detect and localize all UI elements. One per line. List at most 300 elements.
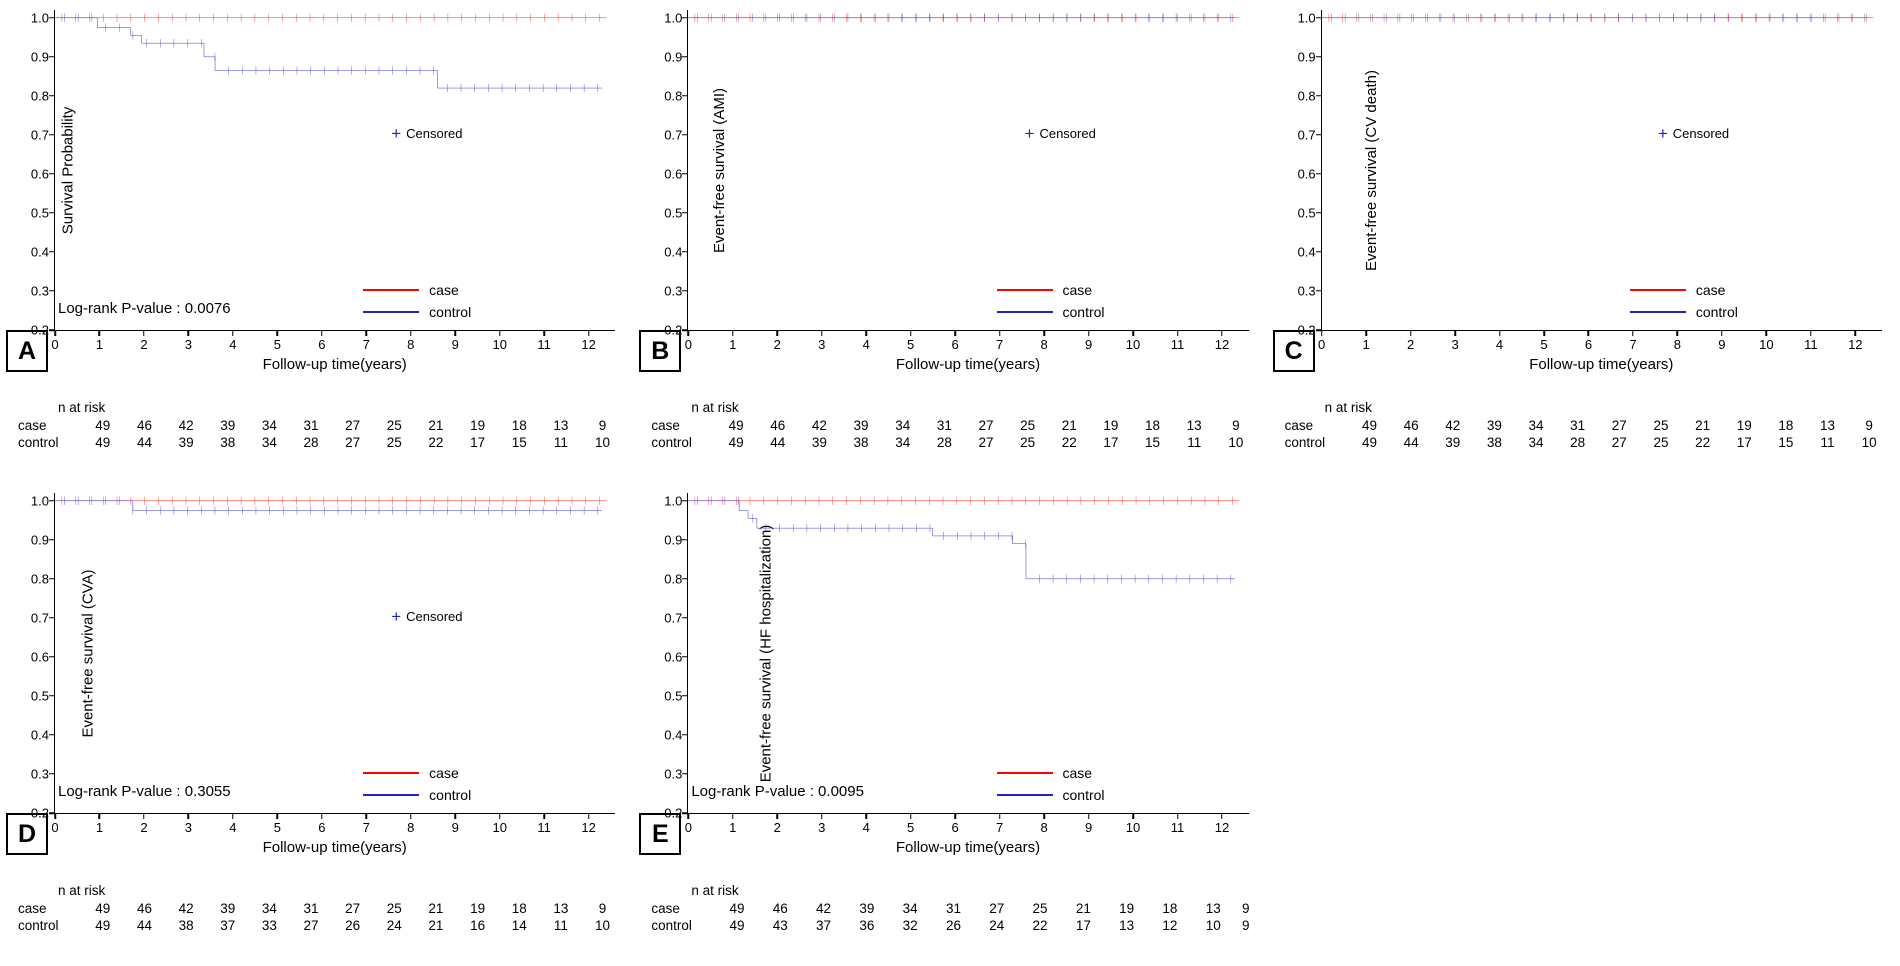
risk-cell: 31 xyxy=(936,418,952,433)
x-tick-mark xyxy=(454,813,456,819)
x-tick-label: 4 xyxy=(1495,337,1504,352)
risk-cell: 10 xyxy=(594,435,611,450)
x-tick-mark xyxy=(1721,330,1723,336)
x-tick-mark xyxy=(143,330,145,336)
y-tick-label: 0.5 xyxy=(30,688,49,704)
legend-item-control: control xyxy=(997,304,1105,320)
x-tick-mark xyxy=(277,813,279,819)
x-tick-mark xyxy=(588,330,590,336)
x-tick-mark xyxy=(1177,330,1179,336)
risk-table-e xyxy=(651,883,1256,934)
y-tick-label: 0.6 xyxy=(30,166,49,182)
y-tick-label: 1.0 xyxy=(1297,10,1316,26)
y-axis-label-e: Event-free survival (HF hospitalization) xyxy=(757,524,775,782)
risk-cell: 9 xyxy=(1242,918,1250,933)
x-tick-mark xyxy=(321,330,323,336)
panel-letter-a: A xyxy=(6,330,48,372)
x-tick-label: 6 xyxy=(951,820,959,835)
x-tick-mark xyxy=(99,330,101,336)
legend-swatch-control xyxy=(363,794,419,797)
x-tick-mark xyxy=(454,330,456,336)
risk-cell: 13 xyxy=(1186,418,1202,433)
y-tick-label: 1.0 xyxy=(30,493,49,509)
risk-cell: 28 xyxy=(936,435,952,450)
x-tick-label: 4 xyxy=(862,337,870,352)
risk-row-case xyxy=(651,900,1256,917)
x-tick-mark xyxy=(1221,813,1223,819)
x-tick-label: 7 xyxy=(362,337,370,352)
y-tick-label: 0.4 xyxy=(30,727,49,743)
y-tick-mark xyxy=(682,173,688,175)
risk-row-label: control xyxy=(651,918,692,933)
risk-cell: 22 xyxy=(1032,918,1048,933)
risk-cell: 18 xyxy=(1778,418,1794,433)
panel-c xyxy=(1267,0,1900,483)
x-tick-mark xyxy=(865,813,867,819)
risk-row-label: control xyxy=(651,435,692,450)
y-tick-mark xyxy=(1316,173,1322,175)
censored-marker-icon: + xyxy=(1657,124,1668,144)
x-tick-label: 5 xyxy=(907,820,915,835)
x-tick-mark xyxy=(1766,330,1768,336)
risk-cell: 18 xyxy=(511,418,527,433)
y-tick-label: 0.8 xyxy=(30,88,49,104)
x-tick-label: 12 xyxy=(581,337,596,352)
x-tick-label: 10 xyxy=(1125,337,1141,352)
x-tick-mark xyxy=(732,813,734,819)
x-tick-label: 9 xyxy=(451,337,459,352)
x-axis-label-b: Follow-up time(years) xyxy=(895,356,1041,373)
x-tick-mark xyxy=(1588,330,1590,336)
x-tick-label: 11 xyxy=(1170,820,1185,835)
y-tick-label: 0.3 xyxy=(30,766,49,782)
risk-cell: 31 xyxy=(303,418,319,433)
legend-item-case: case xyxy=(363,282,471,298)
risk-table xyxy=(651,900,1256,934)
risk-table-title: n at risk xyxy=(58,883,106,898)
y-axis-label-b: Event-free survival (AMI) xyxy=(711,87,729,253)
series-line-control xyxy=(55,18,602,88)
y-tick-mark xyxy=(49,539,55,541)
censored-legend-b: + Censored xyxy=(1024,124,1096,144)
x-tick-label: 3 xyxy=(818,337,826,352)
y-tick-mark xyxy=(682,578,688,580)
risk-cell: 38 xyxy=(1486,435,1502,450)
risk-cell: 9 xyxy=(598,418,607,433)
x-tick-label: 2 xyxy=(773,337,781,352)
risk-cell: 34 xyxy=(1528,418,1544,433)
legend-item-case: case xyxy=(363,765,471,781)
censored-legend-a: + Censored xyxy=(391,124,463,144)
x-tick-label: 5 xyxy=(273,820,281,835)
risk-row-case xyxy=(18,900,623,917)
axes-a xyxy=(30,10,615,352)
risk-cell: 37 xyxy=(220,918,236,933)
panel-empty xyxy=(1267,483,1900,966)
legend-a xyxy=(363,282,471,326)
x-tick-mark xyxy=(1632,330,1634,336)
risk-cell: 27 xyxy=(978,418,994,433)
y-tick-mark xyxy=(682,656,688,658)
y-tick-mark xyxy=(682,56,688,58)
x-tick-mark xyxy=(954,330,956,336)
censored-marker-icon: + xyxy=(391,124,402,144)
y-tick-label: 0.3 xyxy=(1297,283,1316,299)
plot-area-e xyxy=(633,483,1266,856)
y-tick-mark xyxy=(49,656,55,658)
x-tick-label: 7 xyxy=(995,820,1004,835)
risk-cell: 15 xyxy=(1145,435,1161,450)
x-tick-mark xyxy=(54,330,56,336)
x-tick-mark xyxy=(999,813,1001,819)
y-tick-mark xyxy=(49,56,55,58)
x-tick-label: 6 xyxy=(1584,337,1593,352)
x-tick-label: 5 xyxy=(1540,337,1548,352)
x-tick-label: 11 xyxy=(537,820,551,835)
legend-item-case: case xyxy=(997,282,1105,298)
x-tick-mark xyxy=(588,813,590,819)
risk-cell: 13 xyxy=(1205,901,1221,916)
risk-cell: 34 xyxy=(895,418,911,433)
y-tick-mark xyxy=(682,539,688,541)
y-axis-label-a: Survival Probability xyxy=(59,106,77,234)
risk-cell: 27 xyxy=(345,418,361,433)
x-axis-label-a: Follow-up time(years) xyxy=(262,356,407,373)
pvalue-e: Log-rank P-value : 0.0095 xyxy=(691,783,864,800)
y-tick-label: 0.8 xyxy=(30,571,49,587)
legend-swatch-case xyxy=(997,289,1053,292)
x-tick-mark xyxy=(143,813,145,819)
risk-cell: 25 xyxy=(1653,435,1669,450)
y-tick-label: 0.2 xyxy=(30,805,49,821)
legend-item-control: control xyxy=(1630,304,1738,320)
risk-cell: 21 xyxy=(428,418,444,433)
x-tick-mark xyxy=(821,330,823,336)
risk-cell: 22 xyxy=(1061,435,1077,450)
x-tick-label: 2 xyxy=(1406,337,1415,352)
x-tick-label: 12 xyxy=(1848,337,1863,352)
risk-cell: 44 xyxy=(1403,435,1419,450)
x-tick-mark xyxy=(1454,330,1456,336)
x-tick-label: 0 xyxy=(1318,337,1326,352)
x-tick-mark xyxy=(1221,330,1223,336)
censored-marker-icon: + xyxy=(1024,124,1035,144)
y-tick-mark xyxy=(49,212,55,214)
x-tick-mark xyxy=(54,813,56,819)
risk-cell: 17 xyxy=(1103,435,1119,450)
x-tick-mark xyxy=(1088,330,1090,336)
risk-cell: 10 xyxy=(1861,435,1877,450)
risk-row-case xyxy=(651,417,1256,434)
y-tick-label: 0.7 xyxy=(664,610,683,626)
censored-legend-c: + Censored xyxy=(1657,124,1730,144)
risk-cell: 13 xyxy=(1820,418,1836,433)
risk-cell: 39 xyxy=(1486,418,1502,433)
y-tick-label: 0.7 xyxy=(1297,127,1316,143)
risk-cell: 49 xyxy=(1361,435,1377,450)
risk-cell: 49 xyxy=(728,435,744,450)
legend-swatch-control xyxy=(1630,311,1686,314)
risk-cell: 21 xyxy=(1695,418,1711,433)
y-tick-mark xyxy=(49,578,55,580)
x-tick-label: 9 xyxy=(1718,337,1726,352)
risk-cell: 49 xyxy=(95,418,111,433)
x-tick-label: 10 xyxy=(492,820,507,835)
censor-marks-control xyxy=(65,14,598,93)
censor-marks-control xyxy=(698,497,1231,583)
risk-cell: 27 xyxy=(345,435,361,450)
y-tick-mark xyxy=(1316,95,1322,97)
risk-cell: 9 xyxy=(598,901,607,916)
y-tick-mark xyxy=(682,134,688,136)
x-tick-label: 0 xyxy=(684,820,692,835)
risk-cell: 33 xyxy=(261,918,277,933)
risk-cell: 27 xyxy=(345,901,361,916)
risk-cell: 39 xyxy=(220,901,236,916)
risk-cell: 32 xyxy=(902,918,918,933)
risk-cell: 19 xyxy=(470,418,486,433)
risk-cell: 19 xyxy=(1103,418,1119,433)
y-tick-label: 0.2 xyxy=(664,322,683,338)
risk-cell: 38 xyxy=(220,435,236,450)
x-tick-mark xyxy=(1177,813,1179,819)
x-tick-label: 10 xyxy=(1125,820,1141,835)
y-tick-label: 0.9 xyxy=(30,532,49,548)
y-tick-label: 1.0 xyxy=(664,10,683,26)
risk-cell: 25 xyxy=(1020,418,1036,433)
risk-table-c xyxy=(1285,400,1890,451)
y-tick-label: 0.8 xyxy=(664,88,683,104)
x-tick-mark xyxy=(999,330,1001,336)
risk-cell: 46 xyxy=(770,418,786,433)
risk-table xyxy=(18,417,623,451)
risk-cell: 9 xyxy=(1242,901,1250,916)
risk-cell: 11 xyxy=(1187,435,1202,450)
risk-cell: 49 xyxy=(95,918,111,933)
y-tick-label: 0.2 xyxy=(30,322,49,338)
x-tick-mark xyxy=(910,813,912,819)
x-tick-mark xyxy=(410,813,412,819)
risk-cell: 25 xyxy=(1020,435,1036,450)
risk-table-title: n at risk xyxy=(691,883,739,898)
risk-table-d xyxy=(18,883,623,934)
x-tick-label: 10 xyxy=(492,337,507,352)
x-tick-label: 1 xyxy=(1362,337,1370,352)
legend-item-case: case xyxy=(1630,282,1738,298)
x-tick-label: 4 xyxy=(229,337,237,352)
x-tick-label: 1 xyxy=(729,820,737,835)
y-tick-mark xyxy=(1316,251,1322,253)
x-tick-label: 1 xyxy=(95,820,104,835)
x-tick-label: 1 xyxy=(729,337,737,352)
x-tick-label: 7 xyxy=(995,337,1004,352)
axes-d xyxy=(30,493,615,835)
risk-cell: 17 xyxy=(1736,435,1752,450)
risk-cell: 34 xyxy=(261,418,277,433)
x-tick-label: 6 xyxy=(318,337,326,352)
axes-c xyxy=(1297,10,1882,352)
risk-cell: 39 xyxy=(220,418,236,433)
risk-cell: 34 xyxy=(1528,435,1544,450)
x-tick-label: 10 xyxy=(1759,337,1774,352)
y-tick-mark xyxy=(682,95,688,97)
y-tick-label: 0.5 xyxy=(30,205,49,221)
y-tick-label: 0.9 xyxy=(30,49,49,65)
x-tick-mark xyxy=(1499,330,1501,336)
x-tick-mark xyxy=(777,813,779,819)
y-tick-label: 0.7 xyxy=(30,127,49,143)
risk-cell: 42 xyxy=(816,901,832,916)
risk-cell: 28 xyxy=(303,435,319,450)
panel-letter-b: B xyxy=(639,330,681,372)
km-curve-c xyxy=(1322,10,1882,330)
y-tick-label: 0.9 xyxy=(664,49,683,65)
risk-cell: 15 xyxy=(1778,435,1794,450)
panel-letter-d: D xyxy=(6,813,48,855)
x-tick-label: 2 xyxy=(773,820,781,835)
risk-cell: 34 xyxy=(895,435,911,450)
x-tick-mark xyxy=(1132,813,1134,819)
y-tick-label: 0.2 xyxy=(1297,322,1316,338)
y-tick-mark xyxy=(49,773,55,775)
legend-b xyxy=(997,282,1105,326)
risk-cell: 26 xyxy=(945,918,961,933)
risk-cell: 49 xyxy=(1361,418,1377,433)
km-curve-d xyxy=(55,493,615,813)
risk-cell: 34 xyxy=(902,901,918,916)
y-tick-mark xyxy=(682,734,688,736)
risk-cell: 49 xyxy=(95,901,111,916)
risk-cell: 44 xyxy=(136,435,152,450)
risk-row-label: case xyxy=(18,418,47,433)
x-tick-label: 0 xyxy=(684,337,692,352)
x-tick-mark xyxy=(1043,813,1045,819)
y-tick-label: 0.4 xyxy=(30,244,49,260)
y-tick-label: 0.4 xyxy=(664,727,683,743)
x-tick-label: 3 xyxy=(1451,337,1459,352)
x-tick-label: 3 xyxy=(184,820,193,835)
y-tick-label: 0.2 xyxy=(664,805,683,821)
y-tick-mark xyxy=(49,251,55,253)
x-tick-label: 2 xyxy=(140,337,148,352)
x-tick-mark xyxy=(1855,330,1857,336)
legend-swatch-case xyxy=(1630,289,1686,292)
x-tick-label: 11 xyxy=(1804,337,1818,352)
risk-cell: 11 xyxy=(553,918,568,933)
y-tick-mark xyxy=(682,290,688,292)
risk-cell: 43 xyxy=(772,918,788,933)
x-tick-label: 3 xyxy=(818,820,826,835)
x-tick-label: 8 xyxy=(407,820,415,835)
risk-row-label: control xyxy=(1284,435,1326,450)
x-tick-mark xyxy=(366,813,368,819)
x-tick-mark xyxy=(543,330,545,336)
x-tick-mark xyxy=(1365,330,1367,336)
y-tick-label: 0.5 xyxy=(664,688,683,704)
censored-legend-d: + Censored xyxy=(391,607,463,627)
risk-cell: 28 xyxy=(1570,435,1586,450)
risk-cell: 27 xyxy=(989,901,1005,916)
risk-cell: 11 xyxy=(1820,435,1835,450)
risk-row-label: case xyxy=(651,418,680,433)
pvalue-a: Log-rank P-value : 0.0076 xyxy=(58,300,231,317)
x-tick-mark xyxy=(1043,330,1045,336)
y-tick-label: 0.5 xyxy=(1297,205,1316,221)
risk-cell: 13 xyxy=(1119,918,1135,933)
km-curve-e xyxy=(688,493,1248,813)
risk-row-control xyxy=(18,917,623,934)
risk-row-label: case xyxy=(1284,418,1314,433)
risk-cell: 39 xyxy=(859,901,875,916)
x-tick-mark xyxy=(1677,330,1679,336)
x-tick-label: 9 xyxy=(1084,337,1093,352)
x-tick-label: 1 xyxy=(95,337,104,352)
risk-cell: 44 xyxy=(136,918,152,933)
risk-table-title: n at risk xyxy=(58,400,106,415)
y-tick-label: 0.6 xyxy=(1297,166,1316,182)
risk-row-control xyxy=(651,917,1256,934)
x-tick-label: 8 xyxy=(1040,337,1048,352)
risk-cell: 27 xyxy=(978,435,994,450)
legend-swatch-control xyxy=(363,311,419,314)
plot-area-c xyxy=(1267,0,1900,373)
risk-cell: 25 xyxy=(1032,901,1048,916)
risk-cell: 34 xyxy=(261,901,277,916)
x-tick-mark xyxy=(188,813,190,819)
risk-cell: 13 xyxy=(553,418,569,433)
x-tick-mark xyxy=(865,330,867,336)
x-tick-mark xyxy=(732,330,734,336)
risk-cell: 31 xyxy=(945,901,961,916)
x-tick-mark xyxy=(910,330,912,336)
risk-cell: 46 xyxy=(1403,418,1419,433)
risk-cell: 25 xyxy=(386,418,402,433)
km-curve-a xyxy=(55,10,615,330)
risk-cell: 42 xyxy=(178,901,194,916)
risk-cell: 46 xyxy=(136,901,152,916)
y-tick-mark xyxy=(49,95,55,97)
risk-table-a xyxy=(18,400,623,451)
x-tick-label: 0 xyxy=(51,820,59,835)
risk-cell: 49 xyxy=(95,435,111,450)
x-tick-label: 5 xyxy=(907,337,915,352)
y-tick-label: 1.0 xyxy=(664,493,683,509)
legend-item-case: case xyxy=(997,765,1105,781)
risk-cell: 19 xyxy=(470,901,486,916)
legend-c xyxy=(1630,282,1738,326)
risk-cell: 39 xyxy=(178,435,194,450)
x-tick-label: 12 xyxy=(1214,820,1230,835)
risk-cell: 39 xyxy=(853,418,869,433)
y-tick-mark xyxy=(49,290,55,292)
axes-b xyxy=(664,10,1248,352)
risk-cell: 26 xyxy=(345,918,361,933)
risk-cell: 10 xyxy=(1228,435,1244,450)
y-tick-mark xyxy=(1316,17,1322,19)
risk-table xyxy=(651,417,1256,451)
x-tick-mark xyxy=(1132,330,1134,336)
legend-swatch-case xyxy=(363,289,419,292)
risk-cell: 36 xyxy=(859,918,875,933)
x-tick-mark xyxy=(1321,330,1323,336)
risk-cell: 37 xyxy=(816,918,832,933)
y-tick-label: 0.7 xyxy=(664,127,683,143)
panel-a xyxy=(0,0,633,483)
risk-cell: 18 xyxy=(511,901,527,916)
risk-row-case xyxy=(1285,417,1890,434)
risk-cell: 18 xyxy=(1162,901,1178,916)
y-tick-mark xyxy=(1316,134,1322,136)
